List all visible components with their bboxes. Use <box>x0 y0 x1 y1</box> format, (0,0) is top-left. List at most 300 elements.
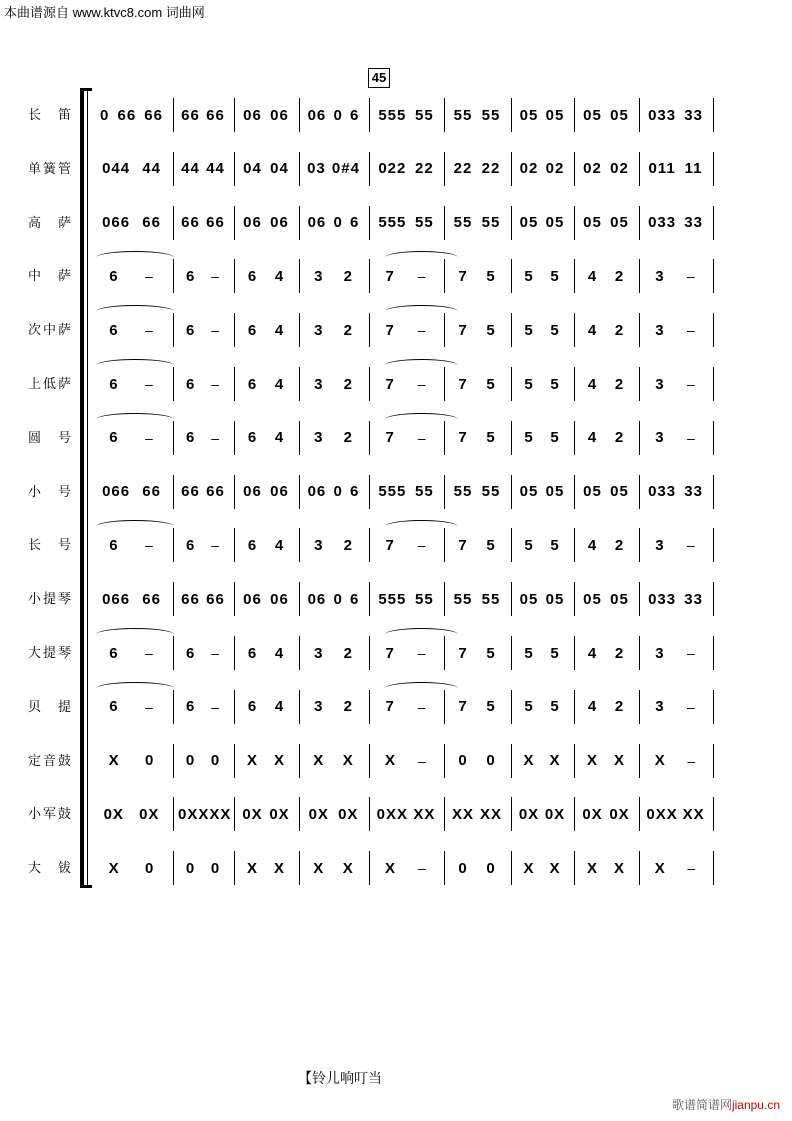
note-group: 05 <box>519 106 539 124</box>
note-group: 5 <box>486 321 496 339</box>
sustain-dash: – <box>686 429 696 446</box>
note-group: 033 <box>648 106 677 124</box>
measure <box>300 421 370 455</box>
measure <box>640 367 714 401</box>
note-group: 033 <box>648 590 677 608</box>
sustain-dash: – <box>144 645 154 661</box>
measure <box>445 851 512 885</box>
note-group: 66 <box>206 483 225 501</box>
note-group: 02 <box>583 160 602 178</box>
note-group: 05 <box>519 214 539 232</box>
note-group: 0X <box>139 805 160 823</box>
measure <box>235 313 300 347</box>
measure <box>300 98 370 132</box>
note-group: 0 <box>144 752 155 770</box>
note-group: 011 <box>648 160 676 178</box>
measure <box>174 152 235 186</box>
note-group: X <box>523 859 535 877</box>
note-group: 7 <box>385 536 395 554</box>
note-group: 05 <box>519 483 539 501</box>
note-group: X <box>246 752 258 770</box>
staff-row <box>0 572 792 626</box>
note-group: X <box>654 859 666 877</box>
measure <box>92 259 174 293</box>
note-group: 7 <box>458 429 468 447</box>
measure <box>174 797 235 831</box>
note-group: 6 <box>185 375 196 393</box>
note-group: 6 <box>109 321 119 339</box>
note-group: 3 <box>655 321 665 339</box>
measure <box>575 744 640 778</box>
note-group: X <box>313 752 325 770</box>
staff-row <box>0 142 792 196</box>
note-group: 02 <box>610 160 629 178</box>
note-group: 2 <box>343 536 353 554</box>
measure <box>512 206 575 240</box>
source-header: 本曲谱源自 www.ktvc8.com 词曲网 <box>4 5 205 20</box>
measure <box>445 528 512 562</box>
slur <box>385 520 458 533</box>
sustain-dash: – <box>144 698 154 715</box>
measure <box>370 367 445 401</box>
sustain-dash: – <box>211 376 221 392</box>
note-group: 7 <box>458 267 468 285</box>
sustain-dash: – <box>211 322 221 339</box>
note-group: X <box>586 859 598 877</box>
staff-row <box>0 357 792 411</box>
note-group: 5 <box>524 321 534 339</box>
measure <box>445 475 512 509</box>
measure <box>92 475 174 509</box>
note-group: 0 <box>210 752 221 770</box>
note-group: 0X <box>308 805 329 823</box>
note-group: 0X <box>242 805 263 823</box>
note-group: 7 <box>385 644 395 662</box>
note-group: 6 <box>247 321 258 339</box>
measure <box>512 690 575 724</box>
note-group: 2 <box>614 267 625 285</box>
measure <box>174 98 235 132</box>
note-group: 06 <box>243 106 262 124</box>
measure <box>300 582 370 616</box>
note-group: 06 <box>270 214 289 232</box>
note-group: 66 <box>206 106 225 124</box>
note-group: 06 <box>307 590 327 608</box>
note-group: 066 <box>102 483 131 501</box>
note-group: 55 <box>453 214 473 232</box>
measure <box>575 797 640 831</box>
note-group: 5 <box>550 375 560 393</box>
note-group: 6 <box>350 106 360 124</box>
note-group: 6 <box>247 536 258 554</box>
note-group: 5 <box>524 375 534 393</box>
note-group: 0 <box>333 214 343 232</box>
note-group: 555 <box>378 590 407 608</box>
note-group: X <box>586 752 598 770</box>
note-group: 0 <box>458 752 468 770</box>
note-group: 044 <box>102 160 131 178</box>
measure <box>445 797 512 831</box>
note-group: 6 <box>109 267 119 285</box>
note-group: 7 <box>385 321 395 339</box>
note-group: 55 <box>414 214 434 232</box>
sustain-dash: – <box>417 268 427 285</box>
measure <box>445 152 512 186</box>
staff-row <box>0 518 792 572</box>
measure <box>370 797 445 831</box>
instrument-name: 小军鼓 <box>28 806 74 822</box>
note-group: X <box>246 859 258 877</box>
measure <box>235 744 300 778</box>
note-group: 3 <box>655 698 665 716</box>
note-group: 05 <box>610 483 629 501</box>
note-group: X <box>108 859 120 877</box>
instrument-name: 上低萨 <box>28 376 74 391</box>
note-group: 66 <box>181 106 200 124</box>
note-group: 0X <box>338 805 359 823</box>
note-group: 3 <box>314 698 324 716</box>
note-group: 55 <box>481 106 501 124</box>
note-group: 5 <box>486 375 496 393</box>
measure <box>370 528 445 562</box>
measure <box>640 313 714 347</box>
measure <box>445 421 512 455</box>
note-group: 022 <box>378 160 407 178</box>
measure <box>640 475 714 509</box>
note-group: 55 <box>453 590 473 608</box>
note-group: 2 <box>614 321 625 339</box>
measure <box>512 367 575 401</box>
measure <box>512 98 575 132</box>
note-group: 6 <box>185 644 196 662</box>
measure <box>300 206 370 240</box>
measure <box>92 636 174 670</box>
measure <box>370 313 445 347</box>
note-group: 0 <box>486 752 496 770</box>
measure <box>300 152 370 186</box>
note-group: 05 <box>583 214 602 232</box>
sustain-dash: – <box>144 537 154 554</box>
staff-row <box>0 303 792 357</box>
measure <box>300 690 370 724</box>
sustain-dash: – <box>686 537 696 554</box>
measure <box>300 367 370 401</box>
note-group: 66 <box>181 483 200 501</box>
note-group: 55 <box>453 483 473 501</box>
sustain-dash: – <box>211 268 221 285</box>
measure <box>370 636 445 670</box>
note-group: 05 <box>545 106 565 124</box>
note-group: 6 <box>109 698 119 716</box>
instrument-name: 圆 号 <box>28 429 74 445</box>
measure <box>174 744 235 778</box>
note-group: 0X <box>582 805 603 823</box>
measure <box>370 690 445 724</box>
note-group: 0X <box>103 805 124 823</box>
note-group: 6 <box>247 375 258 393</box>
site-watermark <box>672 1096 780 1113</box>
note-group: 66 <box>181 214 200 232</box>
note-group: 3 <box>314 536 324 554</box>
measure <box>370 475 445 509</box>
note-group: 4 <box>274 375 285 393</box>
note-group: 6 <box>185 536 196 554</box>
note-group: 2 <box>343 267 353 285</box>
note-group: 6 <box>350 214 360 232</box>
measure <box>300 475 370 509</box>
staff-row <box>0 626 792 680</box>
note-group: 05 <box>610 106 629 124</box>
note-group: 66 <box>181 590 200 608</box>
note-group: 6 <box>350 590 360 608</box>
note-group: 05 <box>610 590 629 608</box>
note-group: 0X <box>609 805 630 823</box>
note-group: 6 <box>185 698 196 716</box>
measure <box>445 313 512 347</box>
measure <box>92 206 174 240</box>
note-group: 3 <box>655 536 665 554</box>
note-group: 2 <box>343 321 353 339</box>
note-group: 2 <box>614 375 625 393</box>
measure <box>640 582 714 616</box>
note-group: X <box>342 752 354 770</box>
note-group: 33 <box>684 590 703 608</box>
note-group: 5 <box>550 321 560 339</box>
note-group: 7 <box>385 375 395 393</box>
sustain-dash: – <box>687 860 697 877</box>
sustain-dash: – <box>144 429 154 446</box>
note-group: 555 <box>378 106 407 124</box>
note-group: XX <box>682 805 705 823</box>
note-group: 0 <box>486 859 496 877</box>
measure <box>174 851 235 885</box>
measure <box>92 421 174 455</box>
note-group: 22 <box>414 160 434 178</box>
measure <box>174 421 235 455</box>
note-group: 4 <box>274 267 285 285</box>
measure <box>640 259 714 293</box>
note-group: 55 <box>453 106 473 124</box>
note-group: 5 <box>486 698 496 716</box>
measure <box>575 367 640 401</box>
measure <box>235 152 300 186</box>
sustain-dash: – <box>686 645 696 661</box>
measure <box>300 744 370 778</box>
staff-row <box>0 411 792 465</box>
note-group: 066 <box>102 590 131 608</box>
sustain-dash: – <box>211 537 221 554</box>
note-group: 05 <box>583 106 602 124</box>
staff-row <box>0 196 792 250</box>
note-group: 3 <box>314 321 324 339</box>
sustain-dash: – <box>211 429 221 446</box>
sustain-dash: – <box>417 537 427 554</box>
note-group: 6 <box>247 429 258 447</box>
note-group: 55 <box>414 106 434 124</box>
note-group: 3 <box>655 375 665 393</box>
staff-row <box>0 787 792 841</box>
slur <box>385 413 458 426</box>
note-group: 4 <box>274 698 285 716</box>
sustain-dash: – <box>417 376 427 392</box>
note-group: 2 <box>614 429 625 447</box>
instrument-name: 长 笛 <box>28 107 74 122</box>
note-group: X <box>613 859 625 877</box>
note-group: 555 <box>378 483 407 501</box>
slur <box>385 305 458 318</box>
measure <box>640 421 714 455</box>
note-group: 2 <box>614 698 625 716</box>
slur <box>96 305 174 318</box>
measure <box>445 582 512 616</box>
measure <box>92 152 174 186</box>
instrument-name: 高 萨 <box>28 214 74 230</box>
note-group: 7 <box>458 698 468 716</box>
note-group: 033 <box>648 214 677 232</box>
measure <box>300 313 370 347</box>
note-group: 0XX <box>178 805 210 823</box>
note-group: 0 <box>333 590 343 608</box>
note-group: 0 <box>333 483 343 501</box>
measure <box>640 206 714 240</box>
note-group: 5 <box>486 429 496 447</box>
note-group: 5 <box>550 267 560 285</box>
note-group: 4 <box>274 644 285 662</box>
measure <box>174 582 235 616</box>
staff-row <box>0 88 792 142</box>
sustain-dash: – <box>418 752 427 769</box>
sustain-dash: – <box>211 698 221 715</box>
note-group: 7 <box>458 321 468 339</box>
staff-row <box>0 734 792 788</box>
note-group: 0 <box>144 859 155 877</box>
note-group: X <box>385 752 397 770</box>
measure <box>575 313 640 347</box>
sustain-dash: – <box>686 698 696 715</box>
slur <box>96 413 174 426</box>
note-group: XX <box>413 805 436 823</box>
measure <box>370 259 445 293</box>
note-group: 0 <box>185 752 196 770</box>
note-group: 4 <box>587 267 598 285</box>
measure <box>235 259 300 293</box>
note-group: 4 <box>274 536 285 554</box>
measure <box>92 797 174 831</box>
note-group: X <box>385 859 397 877</box>
note-group: 6 <box>185 429 196 447</box>
note-group: 55 <box>414 483 434 501</box>
note-group: 03 <box>307 160 326 178</box>
note-group: X <box>549 752 561 770</box>
measure <box>575 582 640 616</box>
note-group: 3 <box>314 644 324 662</box>
instrument-name: 单簧管 <box>28 160 74 176</box>
sustain-dash: – <box>417 429 427 446</box>
sustain-dash: – <box>686 376 696 392</box>
note-group: 02 <box>519 160 539 178</box>
sustain-dash: – <box>144 268 154 285</box>
note-group: X <box>523 752 535 770</box>
measure <box>92 98 174 132</box>
instrument-name: 次中萨 <box>28 322 74 338</box>
note-group: 22 <box>453 160 473 178</box>
note-group: 0X <box>269 805 290 823</box>
sustain-dash: – <box>144 322 154 339</box>
note-group: 0#4 <box>331 160 360 178</box>
instrument-name: 长 号 <box>28 537 74 553</box>
note-group: 5 <box>524 429 534 447</box>
sustain-dash: – <box>417 645 427 661</box>
note-group: 7 <box>385 429 395 447</box>
note-group: 5 <box>524 536 534 554</box>
measure <box>445 744 512 778</box>
note-group: 5 <box>550 429 560 447</box>
sustain-dash: – <box>686 322 696 339</box>
measure <box>575 475 640 509</box>
measure <box>445 367 512 401</box>
note-group: X <box>613 752 625 770</box>
rehearsal-mark: 45 <box>368 68 390 88</box>
note-group: 6 <box>185 321 196 339</box>
note-group: 2 <box>343 698 353 716</box>
note-group: 0 <box>458 859 468 877</box>
note-group: 6 <box>185 267 196 285</box>
note-group: 06 <box>270 483 289 501</box>
measure <box>575 528 640 562</box>
note-group: 5 <box>524 267 534 285</box>
note-group: 5 <box>550 644 560 662</box>
note-group: 66 <box>206 214 225 232</box>
note-group: XX <box>451 805 474 823</box>
measure <box>512 582 575 616</box>
note-group: 66 <box>142 483 161 501</box>
note-group: 55 <box>414 590 434 608</box>
note-group: 3 <box>655 644 665 662</box>
note-group: 0 <box>185 859 196 877</box>
measure <box>174 206 235 240</box>
note-group: XX <box>479 805 502 823</box>
measure <box>300 259 370 293</box>
measure <box>640 636 714 670</box>
measure <box>575 851 640 885</box>
note-group: 3 <box>314 375 324 393</box>
sustain-dash: – <box>211 645 221 661</box>
measure <box>512 797 575 831</box>
note-group: 4 <box>587 375 598 393</box>
measure <box>575 259 640 293</box>
measure <box>445 206 512 240</box>
measure <box>92 690 174 724</box>
note-group: 4 <box>587 698 598 716</box>
note-group: 6 <box>247 644 258 662</box>
measure <box>370 152 445 186</box>
note-group: X <box>654 752 666 770</box>
measure <box>92 744 174 778</box>
note-group: 4 <box>587 536 598 554</box>
measure <box>575 152 640 186</box>
staff-row <box>0 841 792 895</box>
slur <box>96 628 174 641</box>
note-group: 6 <box>247 698 258 716</box>
note-group: 55 <box>481 483 501 501</box>
measure <box>235 851 300 885</box>
measure <box>300 528 370 562</box>
measure <box>174 528 235 562</box>
note-group: 05 <box>583 483 602 501</box>
measure <box>300 797 370 831</box>
measure <box>235 797 300 831</box>
measure <box>370 582 445 616</box>
